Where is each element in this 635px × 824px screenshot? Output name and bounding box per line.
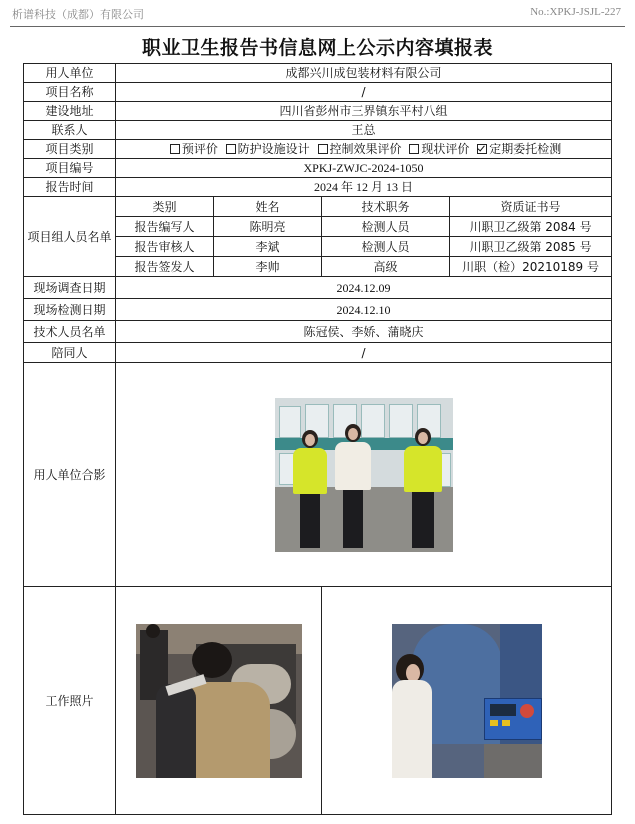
group-photo-cell (116, 363, 612, 587)
escort-label: 陪同人 (24, 343, 116, 363)
team-header-title: 技术职务 (322, 197, 450, 217)
category-label: 项目类别 (24, 140, 116, 159)
document-number: No.:XPKJ-JSJL-227 (530, 6, 621, 18)
employer-value: 成都兴川成包装材料有限公司 (116, 64, 612, 83)
team-header-row (24, 197, 612, 217)
survey-date-value: 2024.12.09 (116, 277, 612, 299)
team-role: 报告审核人 (116, 237, 214, 257)
row-work-photos (24, 587, 612, 815)
company-header: 析谱科技（成都）有限公司 (12, 8, 144, 21)
row-contact (24, 121, 612, 140)
report-time-value: 2024 年 12 月 13 日 (116, 178, 612, 197)
row-group-photo (24, 363, 612, 587)
row-report-time (24, 178, 612, 197)
contact-label: 联系人 (24, 121, 116, 140)
team-name: 李斌 (214, 237, 322, 257)
report-time-label: 报告时间 (24, 178, 116, 197)
category-option-facility-design[interactable]: 防护设施设计 (222, 142, 310, 156)
checkbox-icon[interactable] (170, 144, 180, 154)
team-role: 报告编写人 (116, 217, 214, 237)
team-cert: 川职卫乙级第 2085 号 (450, 237, 612, 257)
row-project-name (24, 83, 612, 102)
row-category (24, 140, 612, 159)
checkbox-icon[interactable] (226, 144, 236, 154)
team-name: 李帅 (214, 257, 322, 277)
project-no-value: XPKJ-ZWJC-2024-1050 (116, 159, 612, 178)
category-option-pre[interactable]: 预评价 (166, 142, 218, 156)
row-employer (24, 64, 612, 83)
checkbox-icon[interactable] (318, 144, 328, 154)
work-photo-label: 工作照片 (24, 587, 116, 815)
row-project-no (24, 159, 612, 178)
group-photo (275, 398, 453, 552)
row-escort (24, 343, 612, 363)
team-header-role: 类别 (116, 197, 214, 217)
tech-staff-value: 陈冠侯、李娇、蒲晓庆 (116, 321, 612, 343)
row-address (24, 102, 612, 121)
team-title: 检测人员 (322, 237, 450, 257)
project-no-label: 项目编号 (24, 159, 116, 178)
work-photo-control-panel (392, 624, 542, 778)
test-date-value: 2024.12.10 (116, 299, 612, 321)
group-photo-label: 用人单位合影 (24, 363, 116, 587)
employer-label: 用人单位 (24, 64, 116, 83)
address-value: 四川省彭州市三界镇东平村八组 (116, 102, 612, 121)
work-photo-machinery (136, 624, 302, 778)
escort-value: / (116, 343, 612, 363)
team-title: 高级 (322, 257, 450, 277)
team-cert: 川职（检）20210189 号 (450, 257, 612, 277)
work-photo-cell-1 (116, 587, 322, 815)
category-options (116, 140, 612, 159)
project-name-value: / (116, 83, 612, 102)
address-label: 建设地址 (24, 102, 116, 121)
category-option-periodic[interactable]: 定期委托检测 (473, 142, 561, 156)
form-title: 职业卫生报告书信息网上公示内容填报表 (141, 37, 493, 59)
project-name-label: 项目名称 (24, 83, 116, 102)
test-date-label: 现场检测日期 (24, 299, 116, 321)
category-option-control-effect[interactable]: 控制效果评价 (314, 142, 402, 156)
row-test-date (24, 299, 612, 321)
team-header-name: 姓名 (214, 197, 322, 217)
team-cert: 川职卫乙级第 2084 号 (450, 217, 612, 237)
survey-date-label: 现场调查日期 (24, 277, 116, 299)
team-title: 检测人员 (322, 217, 450, 237)
checkbox-checked-icon[interactable] (477, 144, 487, 154)
disclosure-form-table (23, 63, 612, 815)
header-divider (10, 26, 625, 27)
work-photo-cell-2 (322, 587, 612, 815)
team-role: 报告签发人 (116, 257, 214, 277)
row-tech-staff (24, 321, 612, 343)
team-name: 陈明亮 (214, 217, 322, 237)
checkbox-icon[interactable] (409, 144, 419, 154)
category-option-status[interactable]: 现状评价 (405, 142, 469, 156)
row-survey-date (24, 277, 612, 299)
team-label: 项目组人员名单 (24, 197, 116, 277)
team-header-cert: 资质证书号 (450, 197, 612, 217)
tech-staff-label: 技术人员名单 (24, 321, 116, 343)
contact-value: 王总 (116, 121, 612, 140)
